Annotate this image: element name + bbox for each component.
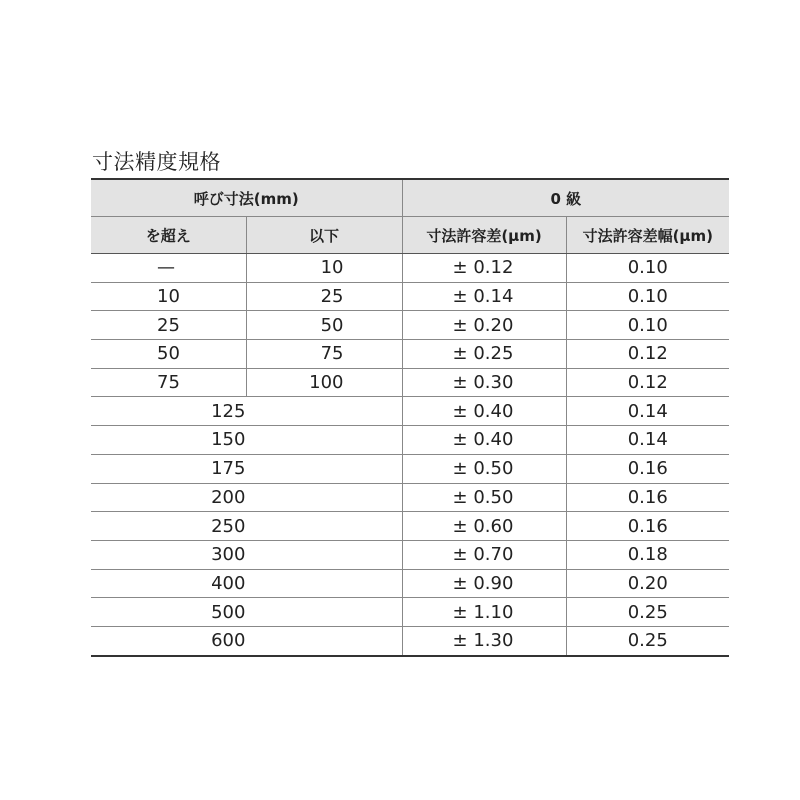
cell-tolerance: ± 0.20 xyxy=(402,311,566,340)
cell-size: 125 xyxy=(91,397,402,426)
cell-upto: 50 xyxy=(246,311,402,340)
table-body xyxy=(91,254,729,656)
table-row xyxy=(91,454,729,483)
table-row xyxy=(91,626,729,655)
header-tolerance-width: 寸法許容差幅(μm) xyxy=(566,217,729,254)
cell-tolerance: ± 1.30 xyxy=(402,626,566,655)
table-row xyxy=(91,512,729,541)
table-row xyxy=(91,368,729,397)
cell-tolerance-width: 0.18 xyxy=(566,540,729,569)
cell-tolerance-width: 0.10 xyxy=(566,254,729,283)
cell-tolerance-width: 0.25 xyxy=(566,626,729,655)
cell-tolerance-width: 0.20 xyxy=(566,569,729,598)
cell-size: 600 xyxy=(91,626,402,655)
header-tolerance: 寸法許容差(μm) xyxy=(402,217,566,254)
cell-tolerance: ± 0.60 xyxy=(402,512,566,541)
table-row xyxy=(91,540,729,569)
dimension-accuracy-table xyxy=(91,178,729,657)
header-nominal-size: 呼び寸法(mm) xyxy=(91,179,402,217)
table-row xyxy=(91,569,729,598)
cell-tolerance-width: 0.16 xyxy=(566,454,729,483)
cell-over: — xyxy=(91,254,246,283)
page-title: 寸法精度規格 xyxy=(92,150,221,174)
cell-tolerance: ± 0.40 xyxy=(402,426,566,455)
table-header xyxy=(91,179,729,254)
cell-size: 200 xyxy=(91,483,402,512)
cell-size: 175 xyxy=(91,454,402,483)
cell-tolerance-width: 0.16 xyxy=(566,483,729,512)
cell-over: 75 xyxy=(91,368,246,397)
table-row xyxy=(91,311,729,340)
cell-tolerance: ± 0.25 xyxy=(402,340,566,369)
table-row xyxy=(91,397,729,426)
cell-tolerance: ± 0.30 xyxy=(402,368,566,397)
cell-tolerance: ± 0.90 xyxy=(402,569,566,598)
cell-tolerance-width: 0.12 xyxy=(566,340,729,369)
cell-tolerance: ± 0.12 xyxy=(402,254,566,283)
table-row xyxy=(91,340,729,369)
header-over: を超え xyxy=(91,217,246,254)
cell-size: 250 xyxy=(91,512,402,541)
cell-over: 50 xyxy=(91,340,246,369)
cell-tolerance: ± 0.50 xyxy=(402,483,566,512)
cell-tolerance-width: 0.25 xyxy=(566,598,729,627)
cell-upto: 10 xyxy=(246,254,402,283)
cell-upto: 75 xyxy=(246,340,402,369)
cell-tolerance: ± 0.50 xyxy=(402,454,566,483)
cell-tolerance: ± 0.70 xyxy=(402,540,566,569)
cell-over: 10 xyxy=(91,282,246,311)
table-row xyxy=(91,598,729,627)
cell-size: 500 xyxy=(91,598,402,627)
cell-size: 400 xyxy=(91,569,402,598)
table-row xyxy=(91,426,729,455)
cell-over: 25 xyxy=(91,311,246,340)
cell-size: 150 xyxy=(91,426,402,455)
cell-tolerance-width: 0.14 xyxy=(566,426,729,455)
header-grade-0: 0 級 xyxy=(402,179,729,217)
table-row xyxy=(91,282,729,311)
cell-tolerance-width: 0.10 xyxy=(566,282,729,311)
cell-tolerance-width: 0.14 xyxy=(566,397,729,426)
cell-upto: 100 xyxy=(246,368,402,397)
cell-tolerance-width: 0.10 xyxy=(566,311,729,340)
cell-tolerance: ± 1.10 xyxy=(402,598,566,627)
table-row xyxy=(91,483,729,512)
cell-upto: 25 xyxy=(246,282,402,311)
cell-tolerance: ± 0.14 xyxy=(402,282,566,311)
cell-size: 300 xyxy=(91,540,402,569)
cell-tolerance-width: 0.16 xyxy=(566,512,729,541)
cell-tolerance-width: 0.12 xyxy=(566,368,729,397)
table-row xyxy=(91,254,729,283)
cell-tolerance: ± 0.40 xyxy=(402,397,566,426)
header-upto: 以下 xyxy=(246,217,402,254)
